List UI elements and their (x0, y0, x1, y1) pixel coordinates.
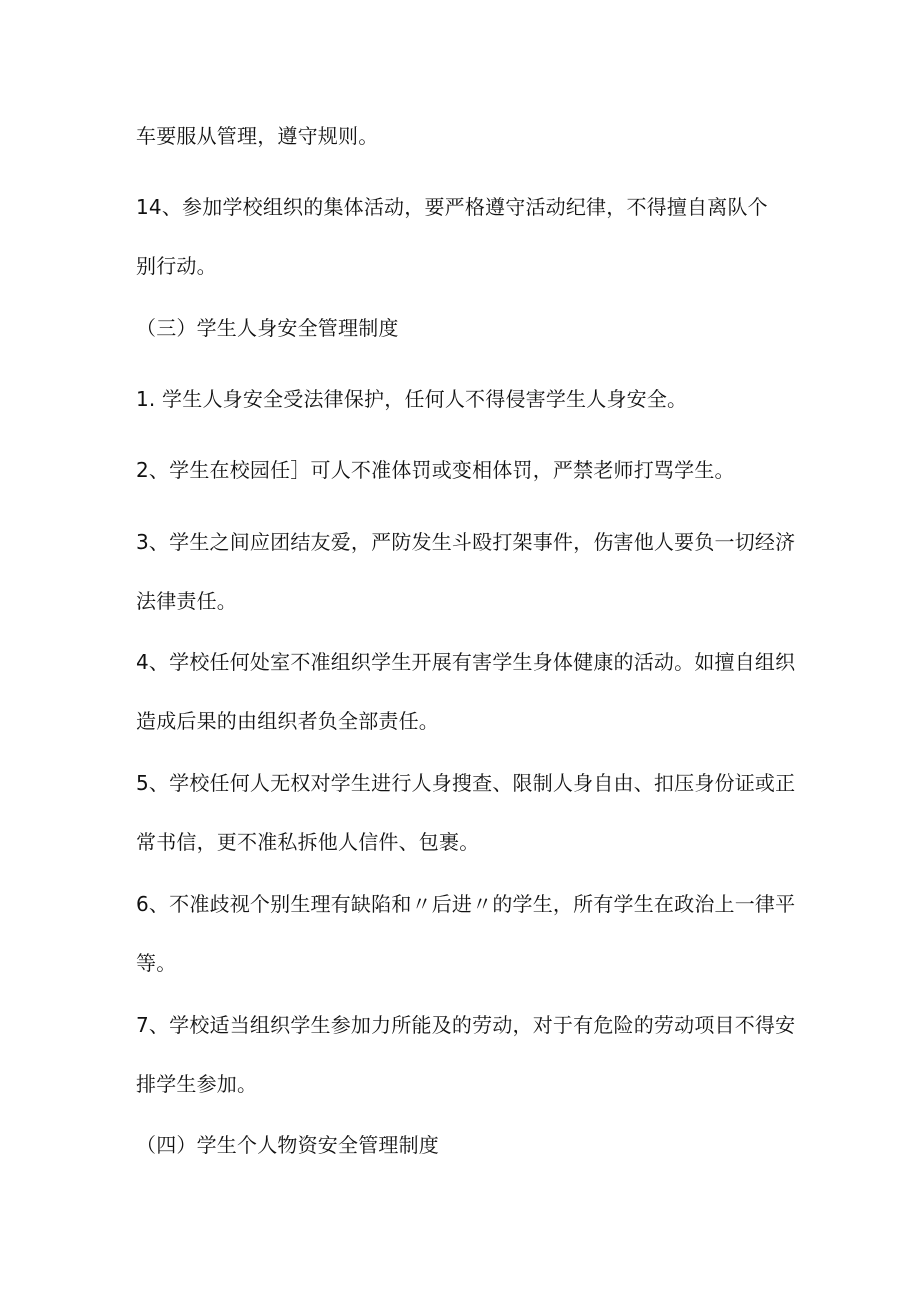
paragraph-item-6 (136, 875, 796, 993)
paragraph-line: 5、学校任何人无权对学生进行人身搜查、限制人身自由、扣压身份证或正 (136, 771, 796, 795)
paragraph-line: 3、学生之间应团结友爱，严防发生斗殴打架事件，伤害他人要负一切经济 (136, 530, 796, 554)
paragraph-line: 造成后果的由组织者负全部责任。 (136, 709, 439, 733)
paragraph-line: 14、参加学校组织的集体活动，要严格遵守活动纪律，不得擅自离队个 (136, 195, 768, 219)
paragraph-traffic-rules (136, 107, 796, 166)
paragraph-line: 法律责任。 (136, 589, 237, 613)
paragraph-line: 别行动。 (136, 254, 217, 278)
paragraph-line: 车要服从管理，遵守规则。 (136, 124, 379, 148)
paragraph-line: 1. 学生人身安全受法律保护，任何人不得侵害学生人身安全。 (136, 387, 688, 411)
paragraph-line: 4、学校任何处室不准组织学生开展有害学生身体健康的活动。如擅自组织 (136, 650, 796, 674)
paragraph-item-14 (136, 178, 796, 296)
paragraph-line: 常书信，更不准私拆他人信件、包裹。 (136, 830, 480, 854)
heading-line: （三）学生人身安全管理制度 (136, 316, 399, 340)
paragraph-item-3 (136, 513, 796, 631)
paragraph-line: 等。 (136, 951, 177, 975)
paragraph-item-5 (136, 754, 796, 872)
paragraph-item-2 (136, 441, 796, 500)
paragraph-line: 2、学生在校园任］可人不准体罚或变相体罚，严禁老师打骂学生。 (136, 458, 735, 482)
paragraph-line: 6、不准歧视个别生理有缺陷和〃后进〃的学生，所有学生在政治上一律平 (136, 892, 796, 916)
paragraph-item-4 (136, 633, 796, 751)
section-heading-3 (136, 299, 796, 358)
paragraph-item-7 (136, 996, 796, 1114)
paragraph-line: 7、学校适当组织学生参加力所能及的劳动，对于有危险的劳动项目不得安 (136, 1013, 796, 1037)
paragraph-line: 排学生参加。 (136, 1072, 258, 1096)
heading-line: （四）学生个人物资安全管理制度 (136, 1133, 439, 1157)
paragraph-item-1 (136, 370, 796, 429)
section-heading-4 (136, 1116, 796, 1175)
